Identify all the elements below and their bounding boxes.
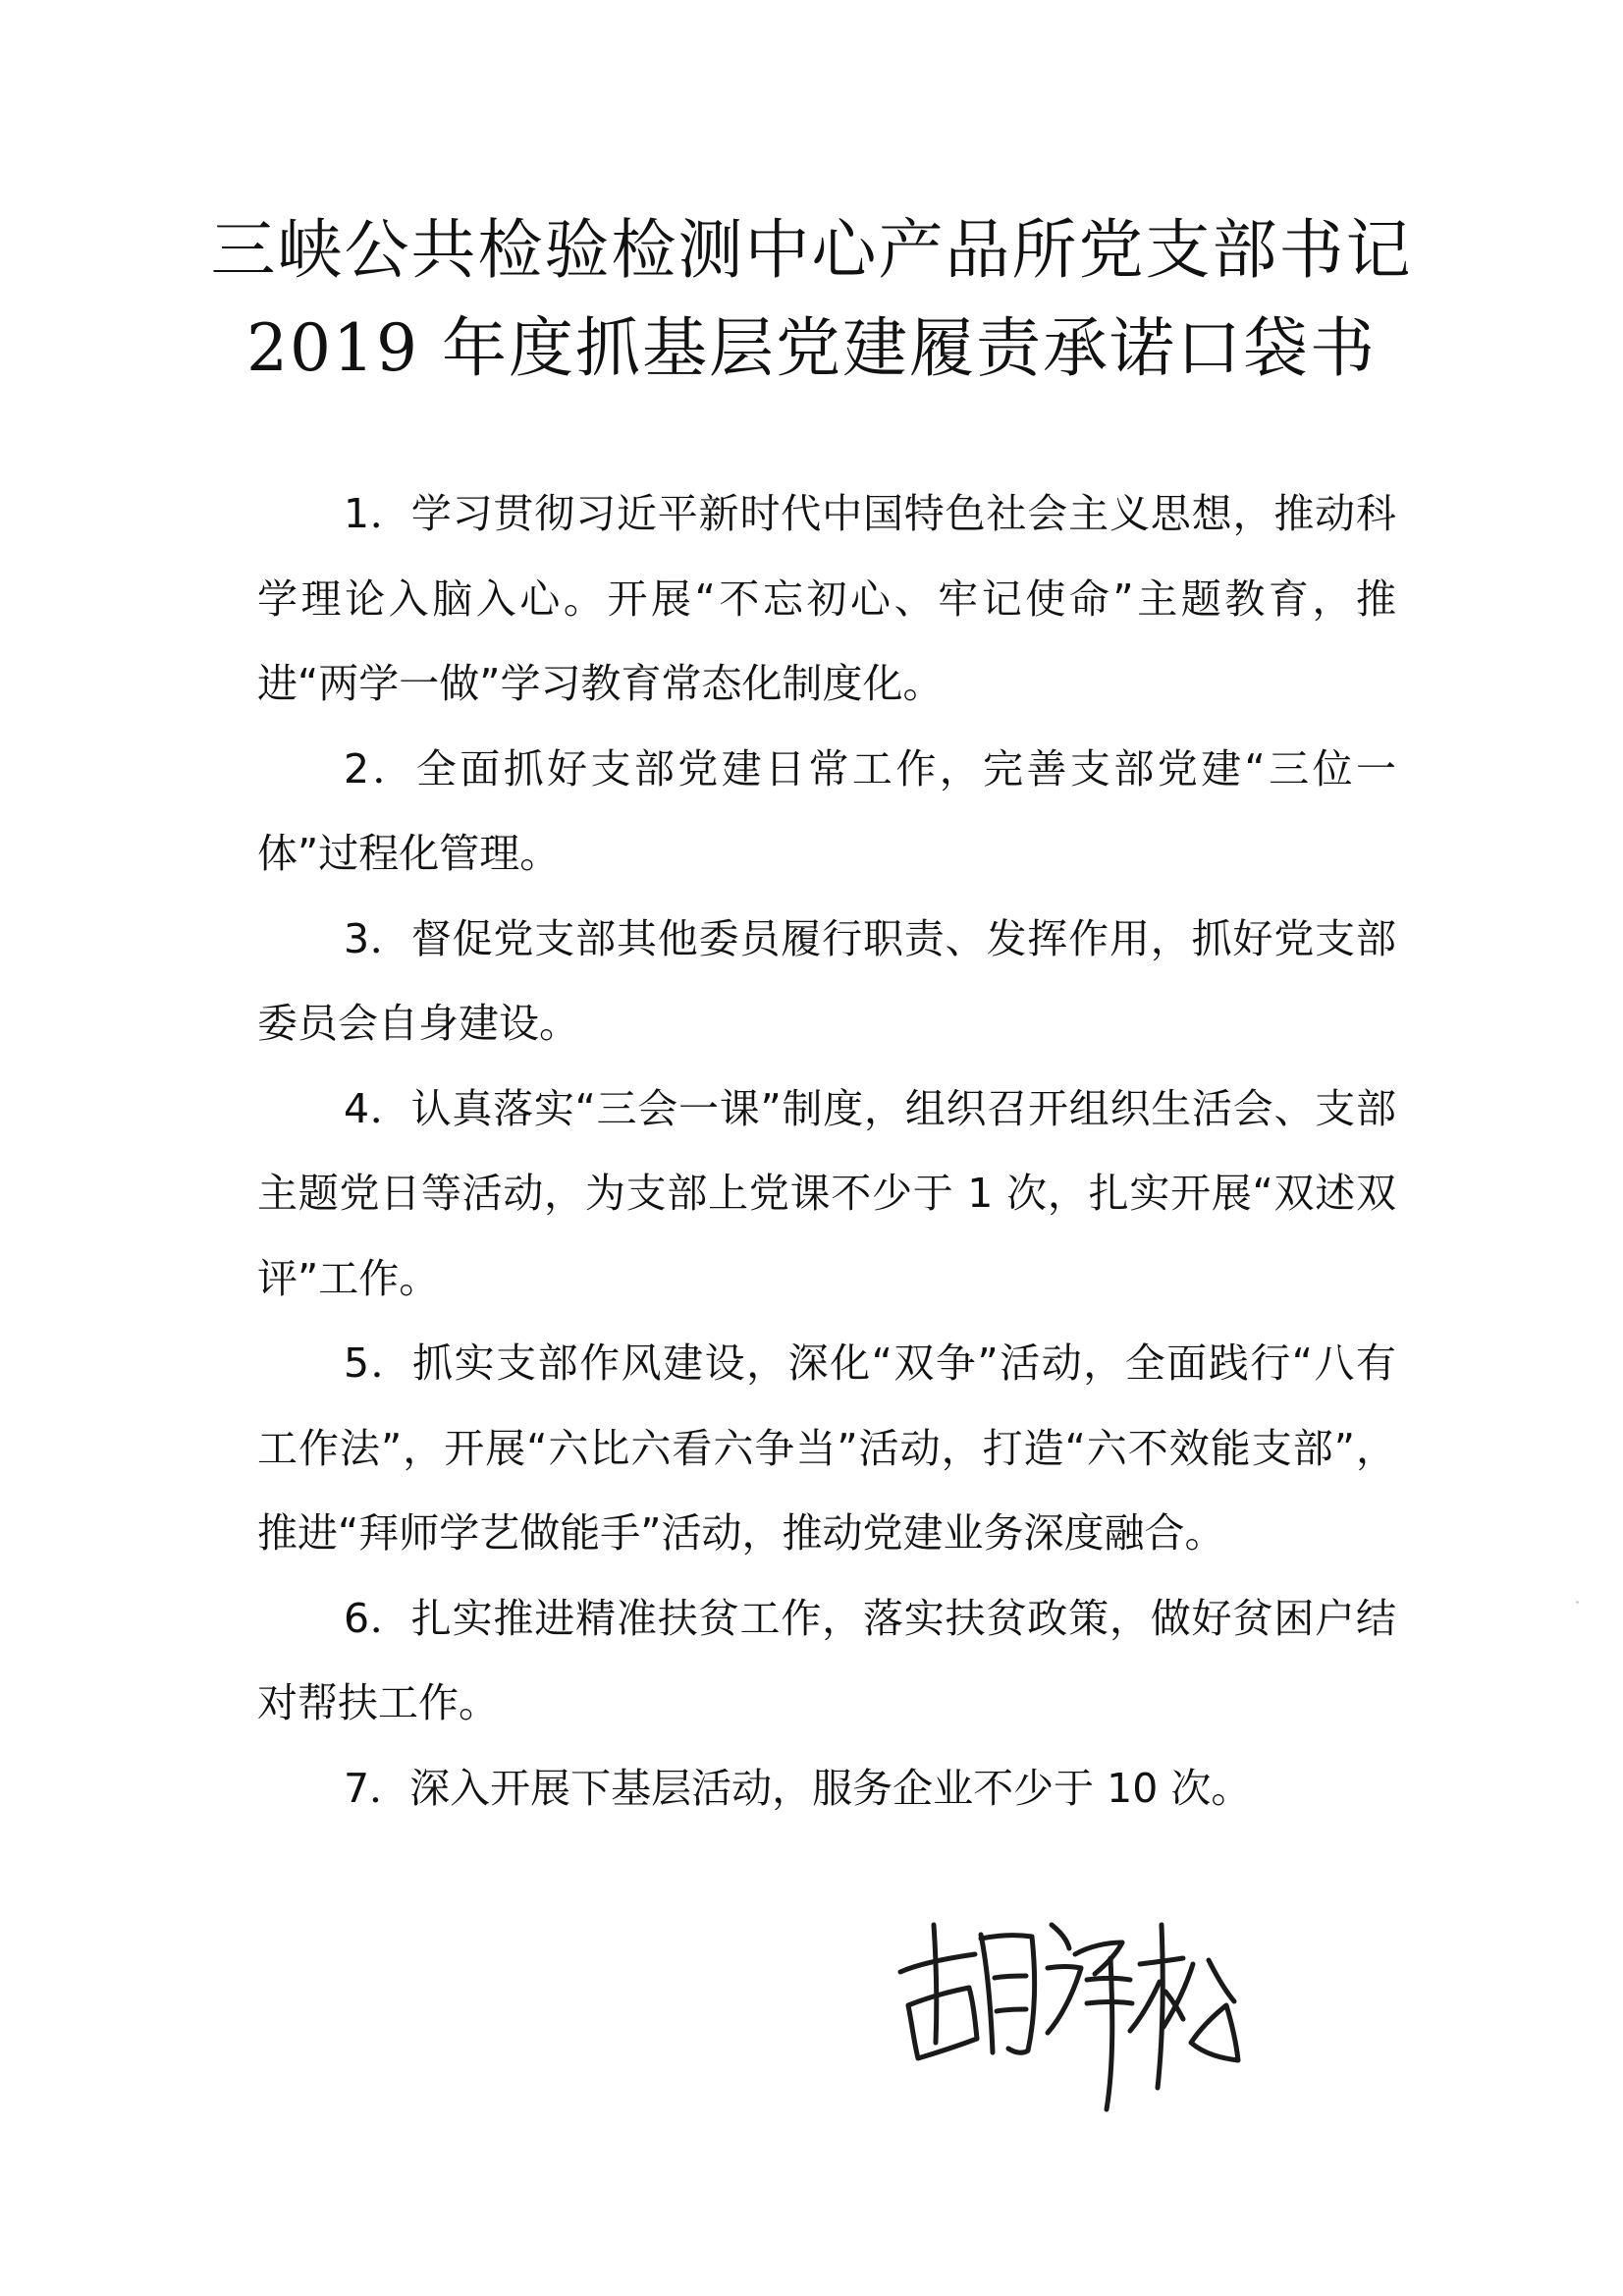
signature-drawing: [879, 1895, 1252, 2121]
commitment-item-6: 6．扎实推进精准扶贫工作，落实扶贫政策，做好贫困户结对帮扶工作。: [257, 1594, 1396, 1726]
scan-speck: [1576, 1601, 1579, 1604]
commitment-list: [257, 471, 1396, 1831]
handwritten-signature: [879, 1895, 1252, 2121]
commitment-item-7: 7．深入开展下基层活动，服务企业不少于 10 次。: [344, 1764, 1252, 1812]
commitment-item-5: 5．抓实支部作风建设，深化“双争”活动，全面践行“八有工作法”，开展“六比六看六争当”活动，打造“六不效能支部”，推进“拜师学艺做能手”活动，推动党建业务深度融合。: [257, 1339, 1396, 1557]
commitment-item-2: 2．全面抓好支部党建日常工作，完善支部党建“三位一体”过程化管理。: [257, 744, 1396, 877]
title-line-2: 2019 年度抓基层党建履责承诺口袋书: [246, 310, 1377, 386]
commitment-item-4: 4．认真落实“三会一课”制度，组织召开组织生活会、支部主题党日等活动，为支部上党课不少于 1 次，扎实开展“双述双评”工作。: [257, 1084, 1396, 1302]
document-title: [0, 201, 1623, 398]
commitment-item-3: 3．督促党支部其他委员履行职责、发挥作用，抓好党支部委员会自身建设。: [257, 914, 1396, 1047]
commitment-item-1: 1．学习贯彻习近平新时代中国特色社会主义思想，推动科学理论入脑入心。开展“不忘初心、牢记使命”主题教育，推进“两学一做”学习教育常态化制度化。: [257, 490, 1396, 707]
title-line-1: 三峡公共检验检测中心产品所党支部书记: [210, 212, 1413, 288]
